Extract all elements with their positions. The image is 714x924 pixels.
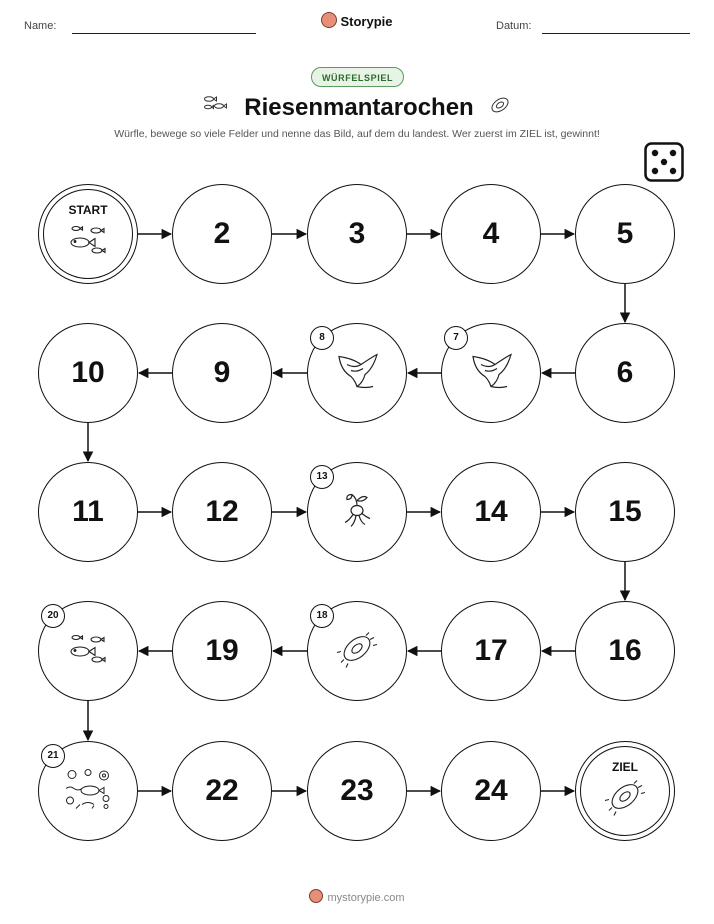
name-label: Name: bbox=[24, 20, 57, 32]
board-cell bbox=[441, 741, 541, 841]
footer-url: mystorypie.com bbox=[327, 892, 405, 904]
board-cell bbox=[172, 462, 272, 562]
board-cell bbox=[307, 741, 407, 841]
manta-ray-icon bbox=[333, 351, 381, 396]
game-type-badge: WÜRFELSPIEL bbox=[311, 67, 404, 87]
board-cell-picture bbox=[307, 462, 407, 562]
manta-ray-icon bbox=[467, 351, 515, 396]
cell-number: 5 bbox=[616, 217, 634, 250]
cell-number: 22 bbox=[205, 774, 239, 807]
fish-school-icon bbox=[66, 632, 110, 671]
cell-number: 14 bbox=[474, 495, 508, 528]
title-text: Riesenmantarochen bbox=[244, 94, 474, 121]
cell-number: 23 bbox=[340, 774, 374, 807]
board-cell bbox=[441, 601, 541, 701]
board-cell-picture bbox=[38, 601, 138, 701]
cell-number: 12 bbox=[205, 495, 239, 528]
brand-name: Storypie bbox=[340, 14, 393, 29]
fish-school-icon bbox=[66, 222, 110, 261]
board-cell bbox=[172, 184, 272, 284]
board-cell-picture bbox=[307, 601, 407, 701]
board-cell bbox=[441, 462, 541, 562]
date-label: Datum: bbox=[496, 20, 532, 32]
cell-number: 2 bbox=[213, 217, 231, 250]
start-cell bbox=[38, 184, 138, 284]
cell-number-tag: 7 bbox=[444, 326, 468, 350]
finish-cell bbox=[575, 741, 675, 841]
cell-number: 10 bbox=[71, 356, 105, 389]
sprouting-seed-icon bbox=[339, 489, 375, 536]
board-cell bbox=[38, 323, 138, 423]
cell-number-tag: 13 bbox=[310, 465, 334, 489]
cell-number: 15 bbox=[608, 495, 642, 528]
finish-label: ZIEL bbox=[612, 760, 638, 774]
board-cell-picture bbox=[38, 741, 138, 841]
board-cell bbox=[38, 462, 138, 562]
cell-number: 9 bbox=[213, 356, 231, 389]
instructions: Würfle, bewege so viele Felder und nenne das Bild, auf dem du landest. Wer zuerst im ZIEL ist, gewinnt! bbox=[114, 128, 600, 140]
board-cell bbox=[441, 184, 541, 284]
plankton-cell-icon bbox=[336, 628, 378, 675]
cell-number: 24 bbox=[474, 774, 508, 807]
board-cell bbox=[307, 184, 407, 284]
board-cell bbox=[575, 601, 675, 701]
cell-number: 11 bbox=[72, 495, 104, 528]
board-cell bbox=[172, 601, 272, 701]
board-cell bbox=[575, 184, 675, 284]
footer bbox=[0, 889, 714, 904]
cell-number-tag: 8 bbox=[310, 326, 334, 350]
cell-number: 3 bbox=[348, 217, 366, 250]
plankton-cell-icon bbox=[604, 775, 646, 822]
plankton-mix-icon bbox=[62, 767, 114, 816]
cell-number-tag: 21 bbox=[41, 744, 65, 768]
board-cell-picture bbox=[441, 323, 541, 423]
cell-number: 17 bbox=[474, 634, 508, 667]
storypie-mascot-icon bbox=[309, 889, 323, 903]
board-cell-picture bbox=[307, 323, 407, 423]
cell-number-tag: 18 bbox=[310, 604, 334, 628]
board-cell bbox=[172, 741, 272, 841]
board-cell bbox=[172, 323, 272, 423]
cell-number: 4 bbox=[482, 217, 500, 250]
cell-number: 19 bbox=[205, 634, 239, 667]
cell-number: 16 bbox=[608, 634, 642, 667]
board-cell bbox=[575, 323, 675, 423]
start-label: START bbox=[68, 203, 108, 217]
cell-number-tag: 20 bbox=[41, 604, 65, 628]
cell-number: 6 bbox=[616, 356, 634, 389]
board-cell bbox=[575, 462, 675, 562]
